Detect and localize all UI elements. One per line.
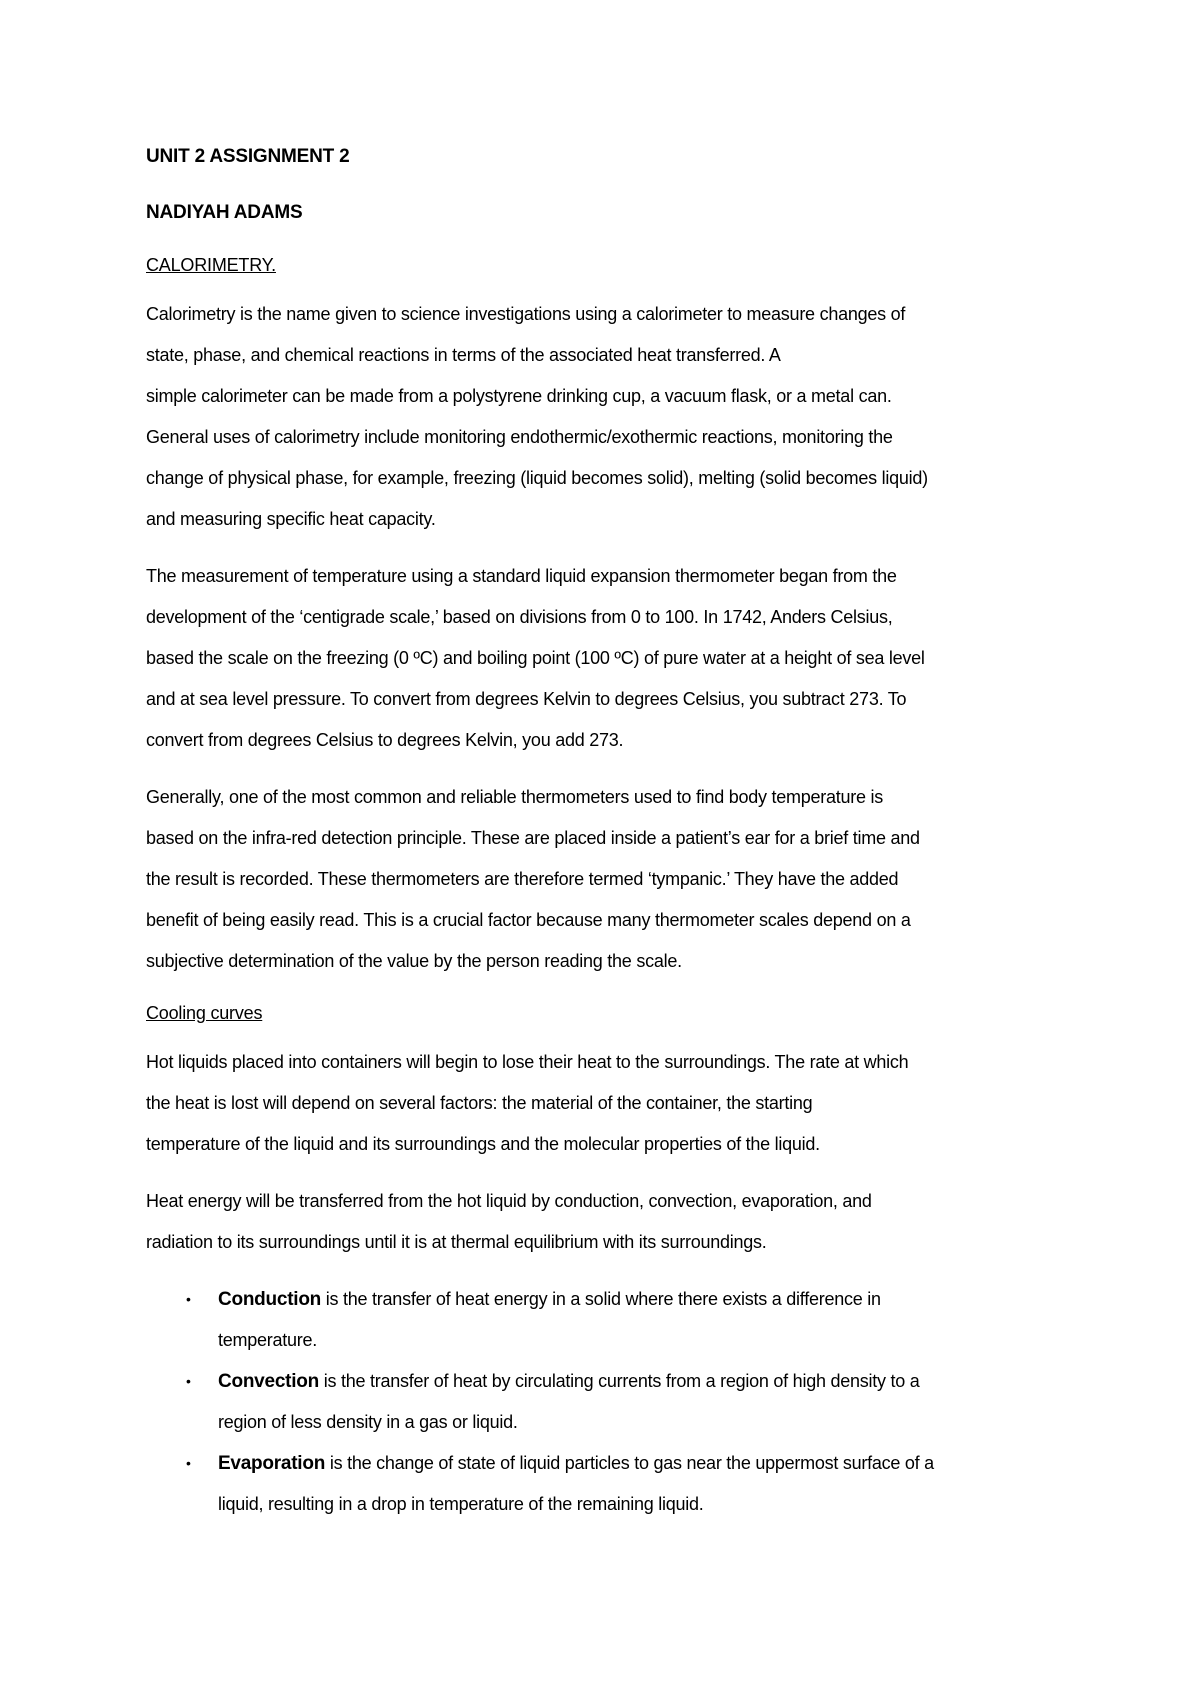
text-line: the heat is lost will depend on several factors: the material of the container, the starting <box>146 1093 813 1113</box>
text-line <box>218 1279 1080 1320</box>
paragraph-thermometers <box>146 777 1076 982</box>
term-conduction: Conduction <box>218 1289 322 1310</box>
text-line: simple calorimeter can be made from a polystyrene drinking cup, a vacuum flask, or a metal can. <box>146 386 892 406</box>
section-heading-cooling-curves: Cooling curves <box>146 1003 263 1023</box>
list-item-evaporation <box>146 1443 1080 1525</box>
text-line: based on the infra-red detection principle. These are placed inside a patient’s ear for a brief time and <box>146 828 920 848</box>
text-line: change of physical phase, for example, freezing (liquid becomes solid), melting (solid becomes liquid) <box>146 468 928 488</box>
paragraph-cooling-intro <box>146 1042 1076 1165</box>
text-line: convert from degrees Celsius to degrees Kelvin, you add 273. <box>146 730 624 750</box>
bullet-icon: • <box>186 1373 191 1389</box>
text-line: region of less density in a gas or liquid. <box>218 1412 518 1432</box>
bullet-icon: • <box>186 1455 191 1471</box>
text-line: benefit of being easily read. This is a crucial factor because many thermometer scales depend on a <box>146 910 911 930</box>
text-line: state, phase, and chemical reactions in terms of the associated heat transferred. A <box>146 345 781 365</box>
text-line <box>218 1361 1080 1402</box>
text-line: based the scale on the freezing (0 ºC) and boiling point (100 ºC) of pure water at a height of sea level <box>146 648 925 668</box>
paragraph-temperature-measurement <box>146 556 1076 761</box>
text-line: and measuring specific heat capacity. <box>146 509 436 529</box>
paragraph-calorimetry <box>146 294 1076 540</box>
text-line: Hot liquids placed into containers will begin to lose their heat to the surroundings. The rate at which <box>146 1052 909 1072</box>
text-line: and at sea level pressure. To convert from degrees Kelvin to degrees Celsius, you subtract 273. To <box>146 689 907 709</box>
section-heading-calorimetry: CALORIMETRY. <box>146 255 276 275</box>
text-line: temperature of the liquid and its surroundings and the molecular properties of the liquid. <box>146 1134 820 1154</box>
list-item-conduction <box>146 1279 1080 1361</box>
definition-text: is the change of state of liquid particles to gas near the uppermost surface of a <box>325 1453 934 1473</box>
heat-transfer-list <box>146 1279 1080 1525</box>
definition-text: is the transfer of heat by circulating currents from a region of high density to a <box>318 1371 920 1391</box>
paragraph-heat-transfer <box>146 1181 1076 1263</box>
text-line: Generally, one of the most common and reliable thermometers used to find body temperature is <box>146 787 884 807</box>
text-line: the result is recorded. These thermometers are therefore termed ‘tympanic.’ They have the added <box>146 869 899 889</box>
definition-text: is the transfer of heat energy in a solid where there exists a difference in <box>321 1289 881 1309</box>
text-line: development of the ‘centigrade scale,’ based on divisions from 0 to 100. In 1742, Anders Celsius, <box>146 607 893 627</box>
bullet-icon: • <box>186 1291 191 1307</box>
text-line: radiation to its surroundings until it is at thermal equilibrium with its surroundings. <box>146 1232 767 1252</box>
document-title: UNIT 2 ASSIGNMENT 2 <box>146 146 350 167</box>
list-item-convection <box>146 1361 1080 1443</box>
term-convection: Convection <box>218 1371 319 1392</box>
author-name: NADIYAH ADAMS <box>146 202 303 223</box>
text-line: The measurement of temperature using a standard liquid expansion thermometer began from the <box>146 566 897 586</box>
term-evaporation: Evaporation <box>218 1453 326 1474</box>
text-line: Heat energy will be transferred from the hot liquid by conduction, convection, evaporation, and <box>146 1191 872 1211</box>
text-line: subjective determination of the value by the person reading the scale. <box>146 951 682 971</box>
text-line: General uses of calorimetry include monitoring endothermic/exothermic reactions, monitoring the <box>146 427 893 447</box>
text-line: liquid, resulting in a drop in temperature of the remaining liquid. <box>218 1494 704 1514</box>
text-line: Calorimetry is the name given to science investigations using a calorimeter to measure changes of <box>146 304 906 324</box>
text-line: temperature. <box>218 1330 318 1350</box>
text-line <box>218 1443 1080 1484</box>
